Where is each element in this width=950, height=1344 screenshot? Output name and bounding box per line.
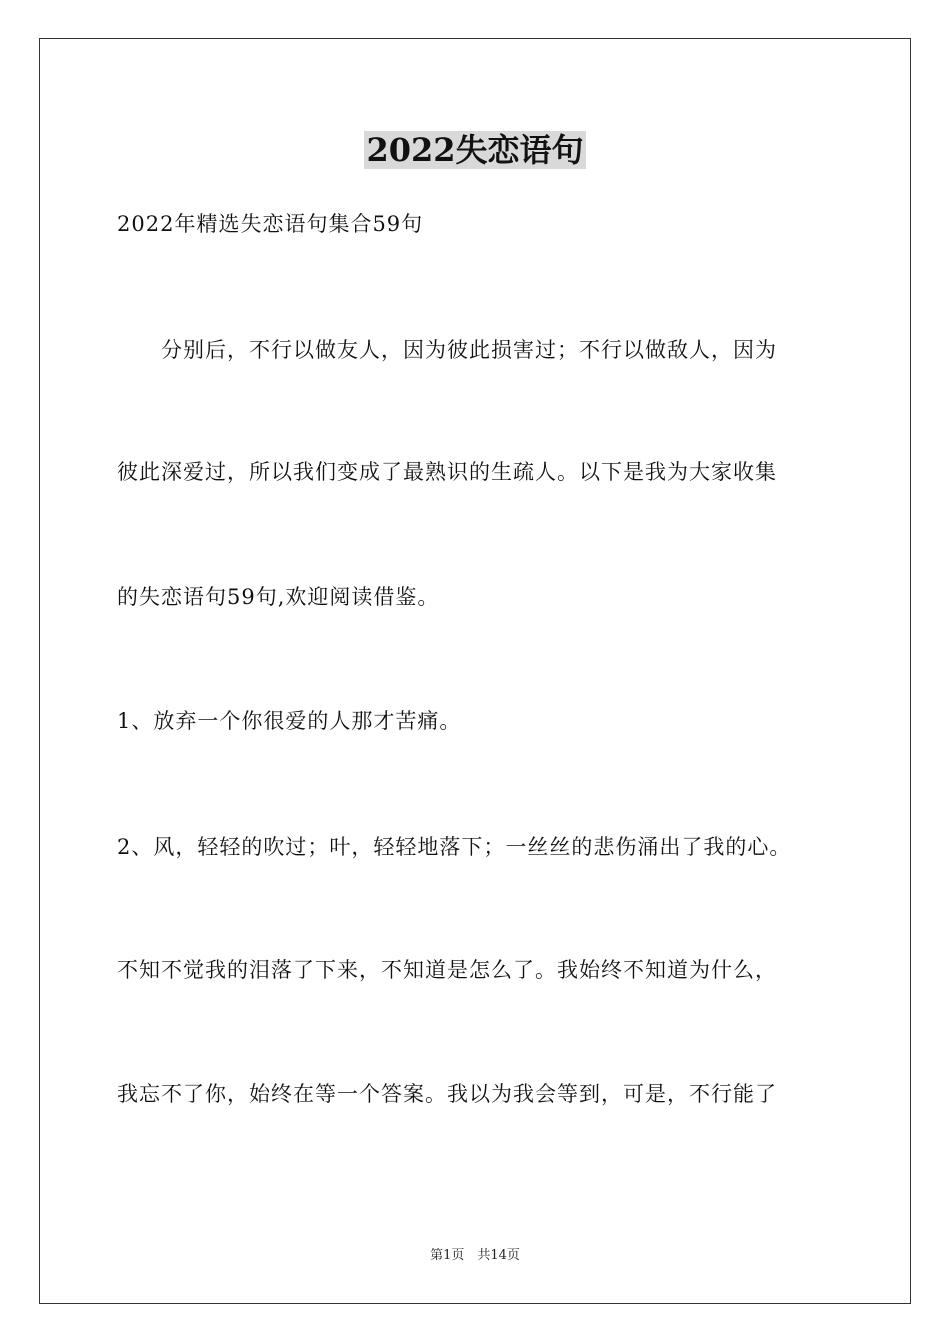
document-title-text: 2022失恋语句 <box>366 131 584 169</box>
paragraph-line: 的失恋语句59句,欢迎阅读借鉴。 <box>117 585 440 609</box>
paragraph-line: 我忘不了你，始终在等一个答案。我以为我会等到，可是，不行能了 <box>117 1082 777 1106</box>
list-item-2: 2、风，轻轻的吹过；叶，轻轻地落下；一丝丝的悲伤涌出了我的心。 <box>117 835 792 859</box>
list-item-1: 1、放弃一个你很爱的人那才苦痛。 <box>117 709 462 733</box>
document-subtitle: 2022年精选失恋语句集合59句 <box>117 212 424 236</box>
document-title <box>0 128 950 172</box>
page-footer: 第1页 共14页 <box>430 1248 520 1263</box>
paragraph-line: 不知不觉我的泪落了下来，不知道是怎么了。我始终不知道为什么， <box>117 958 777 982</box>
paragraph-line: 分别后，不行以做友人，因为彼此损害过；不行以做敌人，因为 <box>117 338 777 362</box>
paragraph-line: 彼此深爱过，所以我们变成了最熟识的生疏人。以下是我为大家收集 <box>117 460 777 484</box>
